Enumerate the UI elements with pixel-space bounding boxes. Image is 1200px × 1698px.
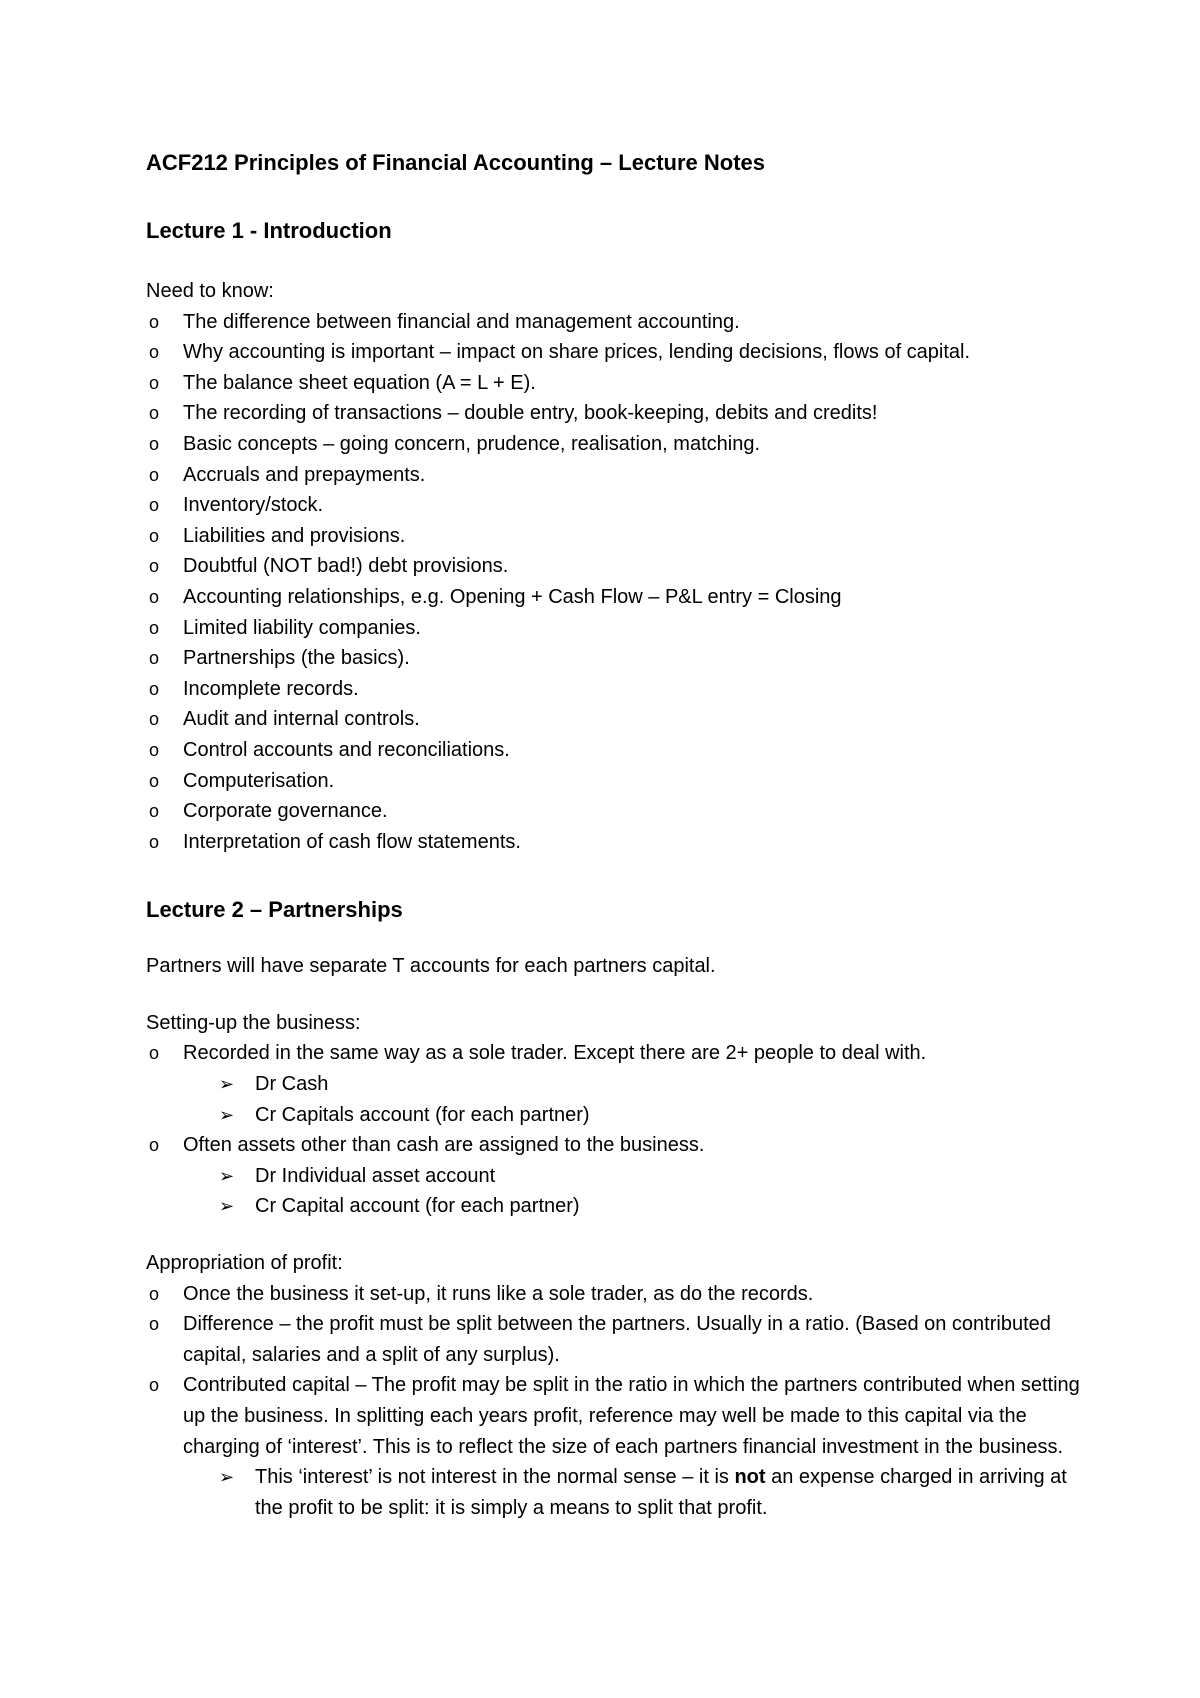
list-item-text: Control accounts and reconciliations. bbox=[183, 738, 510, 761]
list-item-text: The balance sheet equation (A = L + E). bbox=[183, 371, 536, 394]
sub-list-item bbox=[219, 1161, 1086, 1192]
list-item-text: The recording of transactions – double entry, book-keeping, debits and credits! bbox=[183, 402, 878, 425]
list-item-text: Difference – the profit must be split between the partners. Usually in a ratio. (Based on contributed capital, salaries and a split of any surplus). bbox=[183, 1313, 1051, 1366]
list-item bbox=[146, 490, 1086, 521]
list-item-text: Computerisation. bbox=[183, 769, 335, 792]
circle-bullet-icon: o bbox=[149, 342, 160, 363]
sub-list-item-emphasis: not bbox=[734, 1466, 766, 1489]
circle-bullet-icon: o bbox=[149, 648, 160, 669]
circle-bullet-icon: o bbox=[149, 1314, 160, 1335]
circle-bullet-icon: o bbox=[149, 831, 160, 852]
appropriation-label: Appropriation of profit: bbox=[146, 1252, 343, 1275]
circle-bullet-icon: o bbox=[149, 617, 160, 638]
circle-bullet-icon: o bbox=[149, 403, 160, 424]
document-page bbox=[146, 148, 1086, 1523]
list-item-text: Basic concepts – going concern, prudence, realisation, matching. bbox=[183, 432, 761, 455]
list-item-text: Audit and internal controls. bbox=[183, 708, 420, 731]
circle-bullet-icon: o bbox=[149, 525, 160, 546]
circle-bullet-icon: o bbox=[149, 801, 160, 822]
circle-bullet-icon: o bbox=[149, 495, 160, 516]
lecture-1-heading: Lecture 1 - Introduction bbox=[146, 218, 392, 243]
list-item bbox=[146, 1370, 1086, 1523]
sub-list-item bbox=[219, 1069, 1086, 1100]
circle-bullet-icon: o bbox=[149, 1283, 160, 1304]
circle-bullet-icon: o bbox=[149, 709, 160, 730]
list-item-text: Liabilities and provisions. bbox=[183, 524, 406, 547]
appropriation-list bbox=[146, 1279, 1086, 1524]
circle-bullet-icon: o bbox=[149, 586, 160, 607]
sub-list-item bbox=[219, 1462, 1086, 1523]
circle-bullet-icon: o bbox=[149, 739, 160, 760]
list-item bbox=[146, 337, 1086, 368]
appropriation-item-3-sublist bbox=[219, 1462, 1086, 1523]
list-item bbox=[146, 1309, 1086, 1370]
list-item-text: Inventory/stock. bbox=[183, 494, 324, 517]
document-title: ACF212 Principles of Financial Accounting – Lecture Notes bbox=[146, 150, 765, 175]
circle-bullet-icon: o bbox=[149, 1375, 160, 1396]
list-item-text: Corporate governance. bbox=[183, 800, 388, 823]
arrow-bullet-icon: ➢ bbox=[219, 1467, 235, 1488]
list-item bbox=[146, 674, 1086, 705]
list-item bbox=[146, 460, 1086, 491]
list-item-text: Accruals and prepayments. bbox=[183, 463, 426, 486]
sub-list-item-text-part-2: an expense charged in arriving at the profit to be split: it is simply a means to split that profit. bbox=[255, 1466, 1067, 1519]
setup-label: Setting-up the business: bbox=[146, 1011, 361, 1034]
list-item-text: Limited liability companies. bbox=[183, 616, 421, 639]
circle-bullet-icon: o bbox=[149, 311, 160, 332]
list-item bbox=[146, 398, 1086, 429]
list-item bbox=[146, 704, 1086, 735]
sub-list-item-text: Dr Cash bbox=[255, 1073, 329, 1096]
sub-list-item-text: Dr Individual asset account bbox=[255, 1164, 496, 1187]
list-item bbox=[146, 613, 1086, 644]
circle-bullet-icon: o bbox=[149, 1043, 160, 1064]
circle-bullet-icon: o bbox=[149, 556, 160, 577]
arrow-bullet-icon: ➢ bbox=[219, 1196, 235, 1217]
lecture-1-topic-list bbox=[146, 307, 1086, 858]
list-item-text: Partnerships (the basics). bbox=[183, 647, 410, 670]
list-item bbox=[146, 551, 1086, 582]
list-item-text: Contributed capital – The profit may be split in the ratio in which the partners contributed when setting up the business. In splitting each years profit, reference may well be made to this capital via the charging of ‘interest’. This is to reflect the size of each partners financial investment in the business. bbox=[183, 1374, 1080, 1458]
list-item bbox=[146, 368, 1086, 399]
setup-item-2-sublist bbox=[219, 1161, 1086, 1222]
sub-list-item-text: Cr Capital account (for each partner) bbox=[255, 1195, 580, 1218]
list-item-text: Once the business it set-up, it runs like a sole trader, as do the records. bbox=[183, 1282, 814, 1305]
arrow-bullet-icon: ➢ bbox=[219, 1074, 235, 1095]
setup-item-1-sublist bbox=[219, 1069, 1086, 1130]
lecture-2-heading: Lecture 2 – Partnerships bbox=[146, 897, 403, 923]
list-item-text: The difference between financial and management accounting. bbox=[183, 310, 740, 333]
list-item bbox=[146, 827, 1086, 858]
circle-bullet-icon: o bbox=[149, 464, 160, 485]
list-item bbox=[146, 307, 1086, 338]
list-item bbox=[146, 429, 1086, 460]
list-item-text: Recorded in the same way as a sole trader. Except there are 2+ people to deal with. bbox=[183, 1042, 927, 1065]
sub-list-item bbox=[219, 1100, 1086, 1131]
list-item-text: Incomplete records. bbox=[183, 677, 359, 700]
list-item bbox=[146, 796, 1086, 827]
circle-bullet-icon: o bbox=[149, 678, 160, 699]
list-item-text: Doubtful (NOT bad!) debt provisions. bbox=[183, 555, 509, 578]
lecture-2-intro: Partners will have separate T accounts for each partners capital. bbox=[146, 955, 716, 978]
list-item-text: Why accounting is important – impact on share prices, lending decisions, flows of capital. bbox=[183, 341, 971, 364]
list-item bbox=[146, 1279, 1086, 1310]
sub-list-item bbox=[219, 1191, 1086, 1222]
list-item bbox=[146, 1038, 1086, 1130]
circle-bullet-icon: o bbox=[149, 1135, 160, 1156]
arrow-bullet-icon: ➢ bbox=[219, 1165, 235, 1186]
lecture-1-intro: Need to know: bbox=[146, 280, 274, 302]
list-item bbox=[146, 1130, 1086, 1222]
list-item-text: Often assets other than cash are assigned to the business. bbox=[183, 1134, 705, 1157]
circle-bullet-icon: o bbox=[149, 433, 160, 454]
list-item bbox=[146, 582, 1086, 613]
list-item bbox=[146, 735, 1086, 766]
setup-list bbox=[146, 1038, 1086, 1222]
sub-list-item-text: Cr Capitals account (for each partner) bbox=[255, 1103, 590, 1126]
circle-bullet-icon: o bbox=[149, 770, 160, 791]
list-item bbox=[146, 766, 1086, 797]
list-item bbox=[146, 521, 1086, 552]
arrow-bullet-icon: ➢ bbox=[219, 1104, 235, 1125]
list-item bbox=[146, 643, 1086, 674]
circle-bullet-icon: o bbox=[149, 372, 160, 393]
sub-list-item-text-part-1: This ‘interest’ is not interest in the normal sense – it is bbox=[255, 1466, 735, 1489]
list-item-text: Interpretation of cash flow statements. bbox=[183, 830, 521, 853]
list-item-text: Accounting relationships, e.g. Opening + Cash Flow – P&L entry = Closing bbox=[183, 585, 842, 608]
